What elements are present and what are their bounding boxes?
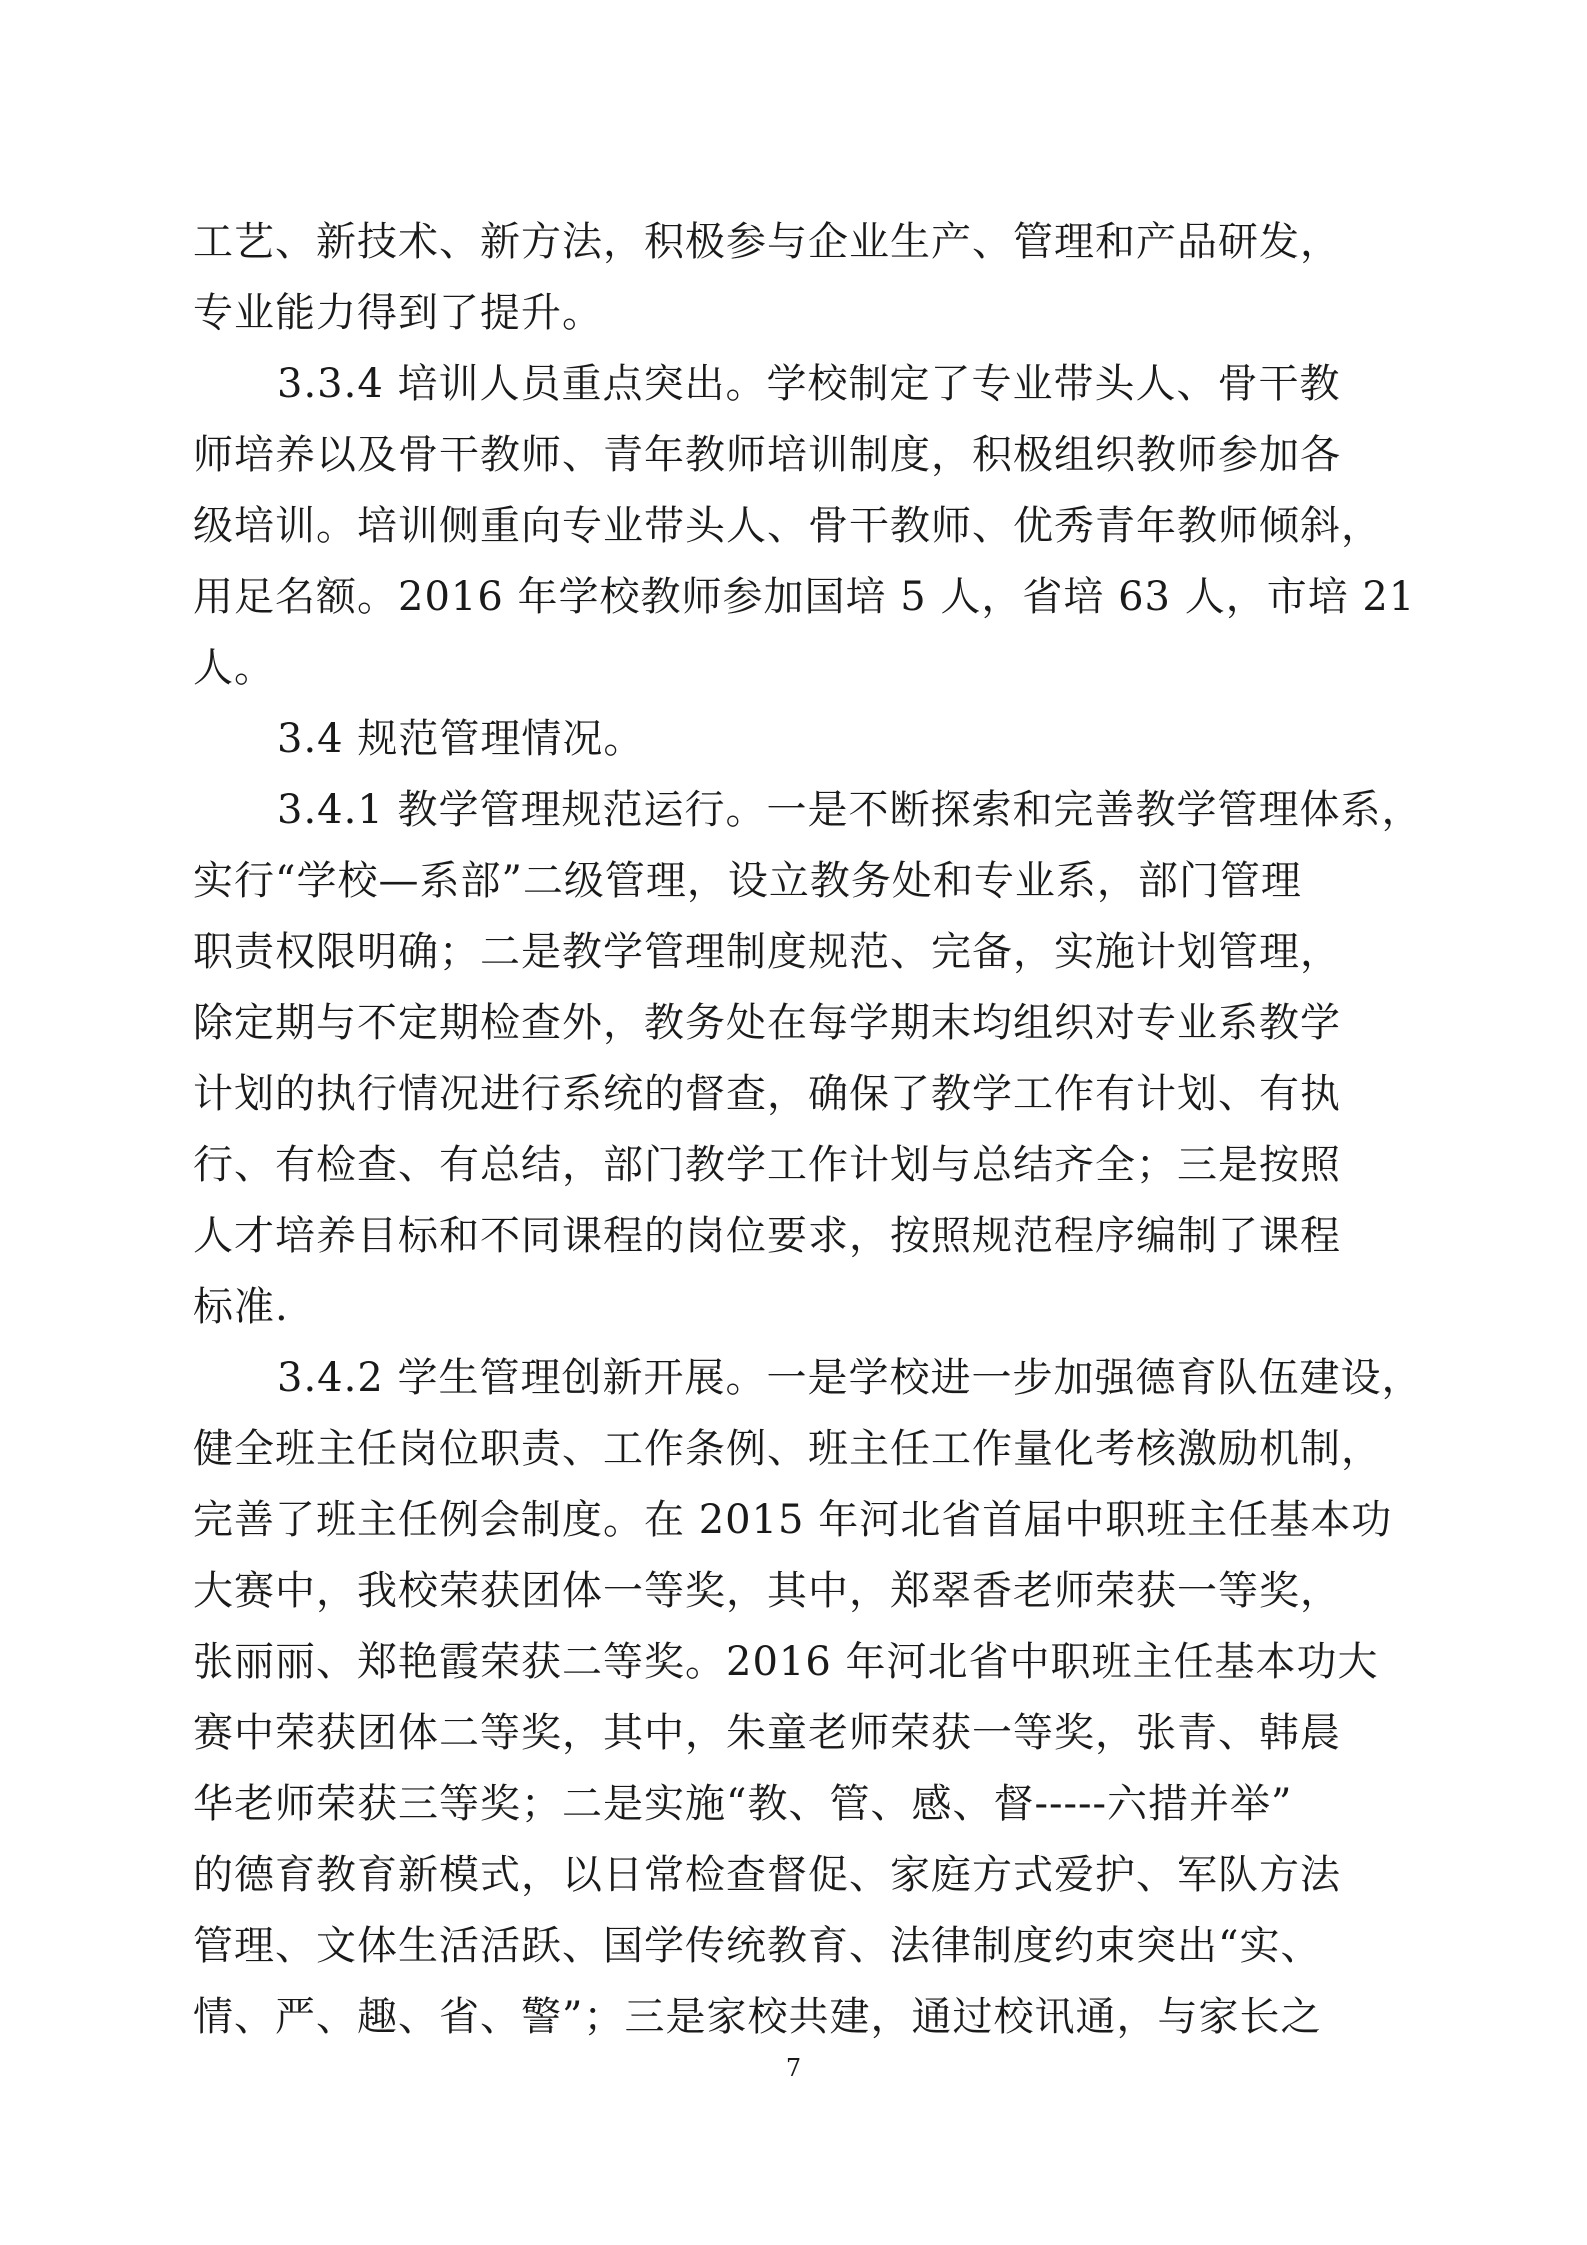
text-line: 人。 [193,645,275,691]
page-number: 7 [785,2054,802,2082]
text-line: 大赛中，我校荣获团体一等奖，其中，郑翠香老师荣获一等奖， [193,1568,1341,1614]
text-line: 完善了班主任例会制度。在 2015 年河北省首届中职班主任基本功 [193,1497,1393,1543]
paragraph-start-line: 3.4.2 学生管理创新开展。一是学校进一步加强德育队伍建设， [277,1355,1423,1401]
text-line: 的德育教育新模式，以日常检查督促、家庭方式爱护、军队方法 [193,1852,1341,1898]
text-line: 工艺、新技术、新方法，积极参与企业生产、管理和产品研发， [193,219,1341,265]
text-line: 张丽丽、郑艳霞荣获二等奖。2016 年河北省中职班主任基本功大 [193,1639,1379,1685]
text-line: 华老师荣获三等奖；二是实施“教、管、感、督-----六措并举” [193,1781,1293,1827]
body-text [193,207,1423,2053]
text-line: 情、严、趣、省、警”；三是家校共建，通过校讯通，与家长之 [193,1994,1322,2040]
paragraph-start-line: 3.4.1 教学管理规范运行。一是不断探索和完善教学管理体系， [277,787,1423,833]
text-line: 级培训。培训侧重向专业带头人、骨干教师、优秀青年教师倾斜， [193,503,1382,549]
paragraph-start-line: 3.3.4 培训人员重点突出。学校制定了专业带头人、骨干教 [277,361,1341,407]
text-line: 健全班主任岗位职责、工作条例、班主任工作量化考核激励机制， [193,1426,1382,1472]
text-line: 赛中荣获团体二等奖，其中，朱童老师荣获一等奖，张青、韩晨 [193,1710,1341,1756]
text-line: 标准. [193,1284,289,1330]
section-heading: 3.4 规范管理情况。 [277,716,645,762]
text-line: 除定期与不定期检查外，教务处在每学期末均组织对专业系教学 [193,1000,1341,1046]
text-line: 职责权限明确；二是教学管理制度规范、完备，实施计划管理， [193,929,1341,975]
text-line: 计划的执行情况进行系统的督查，确保了教学工作有计划、有执 [193,1071,1341,1117]
text-line: 师培养以及骨干教师、青年教师培训制度，积极组织教师参加各 [193,432,1341,478]
text-line: 实行“学校—系部”二级管理，设立教务处和专业系，部门管理 [193,858,1302,904]
text-line: 管理、文体生活活跃、国学传统教育、法律制度约束突出“实、 [193,1923,1322,1969]
text-line: 专业能力得到了提升。 [193,290,603,336]
text-line: 行、有检查、有总结，部门教学工作计划与总结齐全；三是按照 [193,1142,1341,1188]
text-line: 用足名额。2016 年学校教师参加国培 5 人，省培 63 人，市培 21 [193,574,1416,620]
text-line: 人才培养目标和不同课程的岗位要求，按照规范程序编制了课程 [193,1213,1341,1259]
